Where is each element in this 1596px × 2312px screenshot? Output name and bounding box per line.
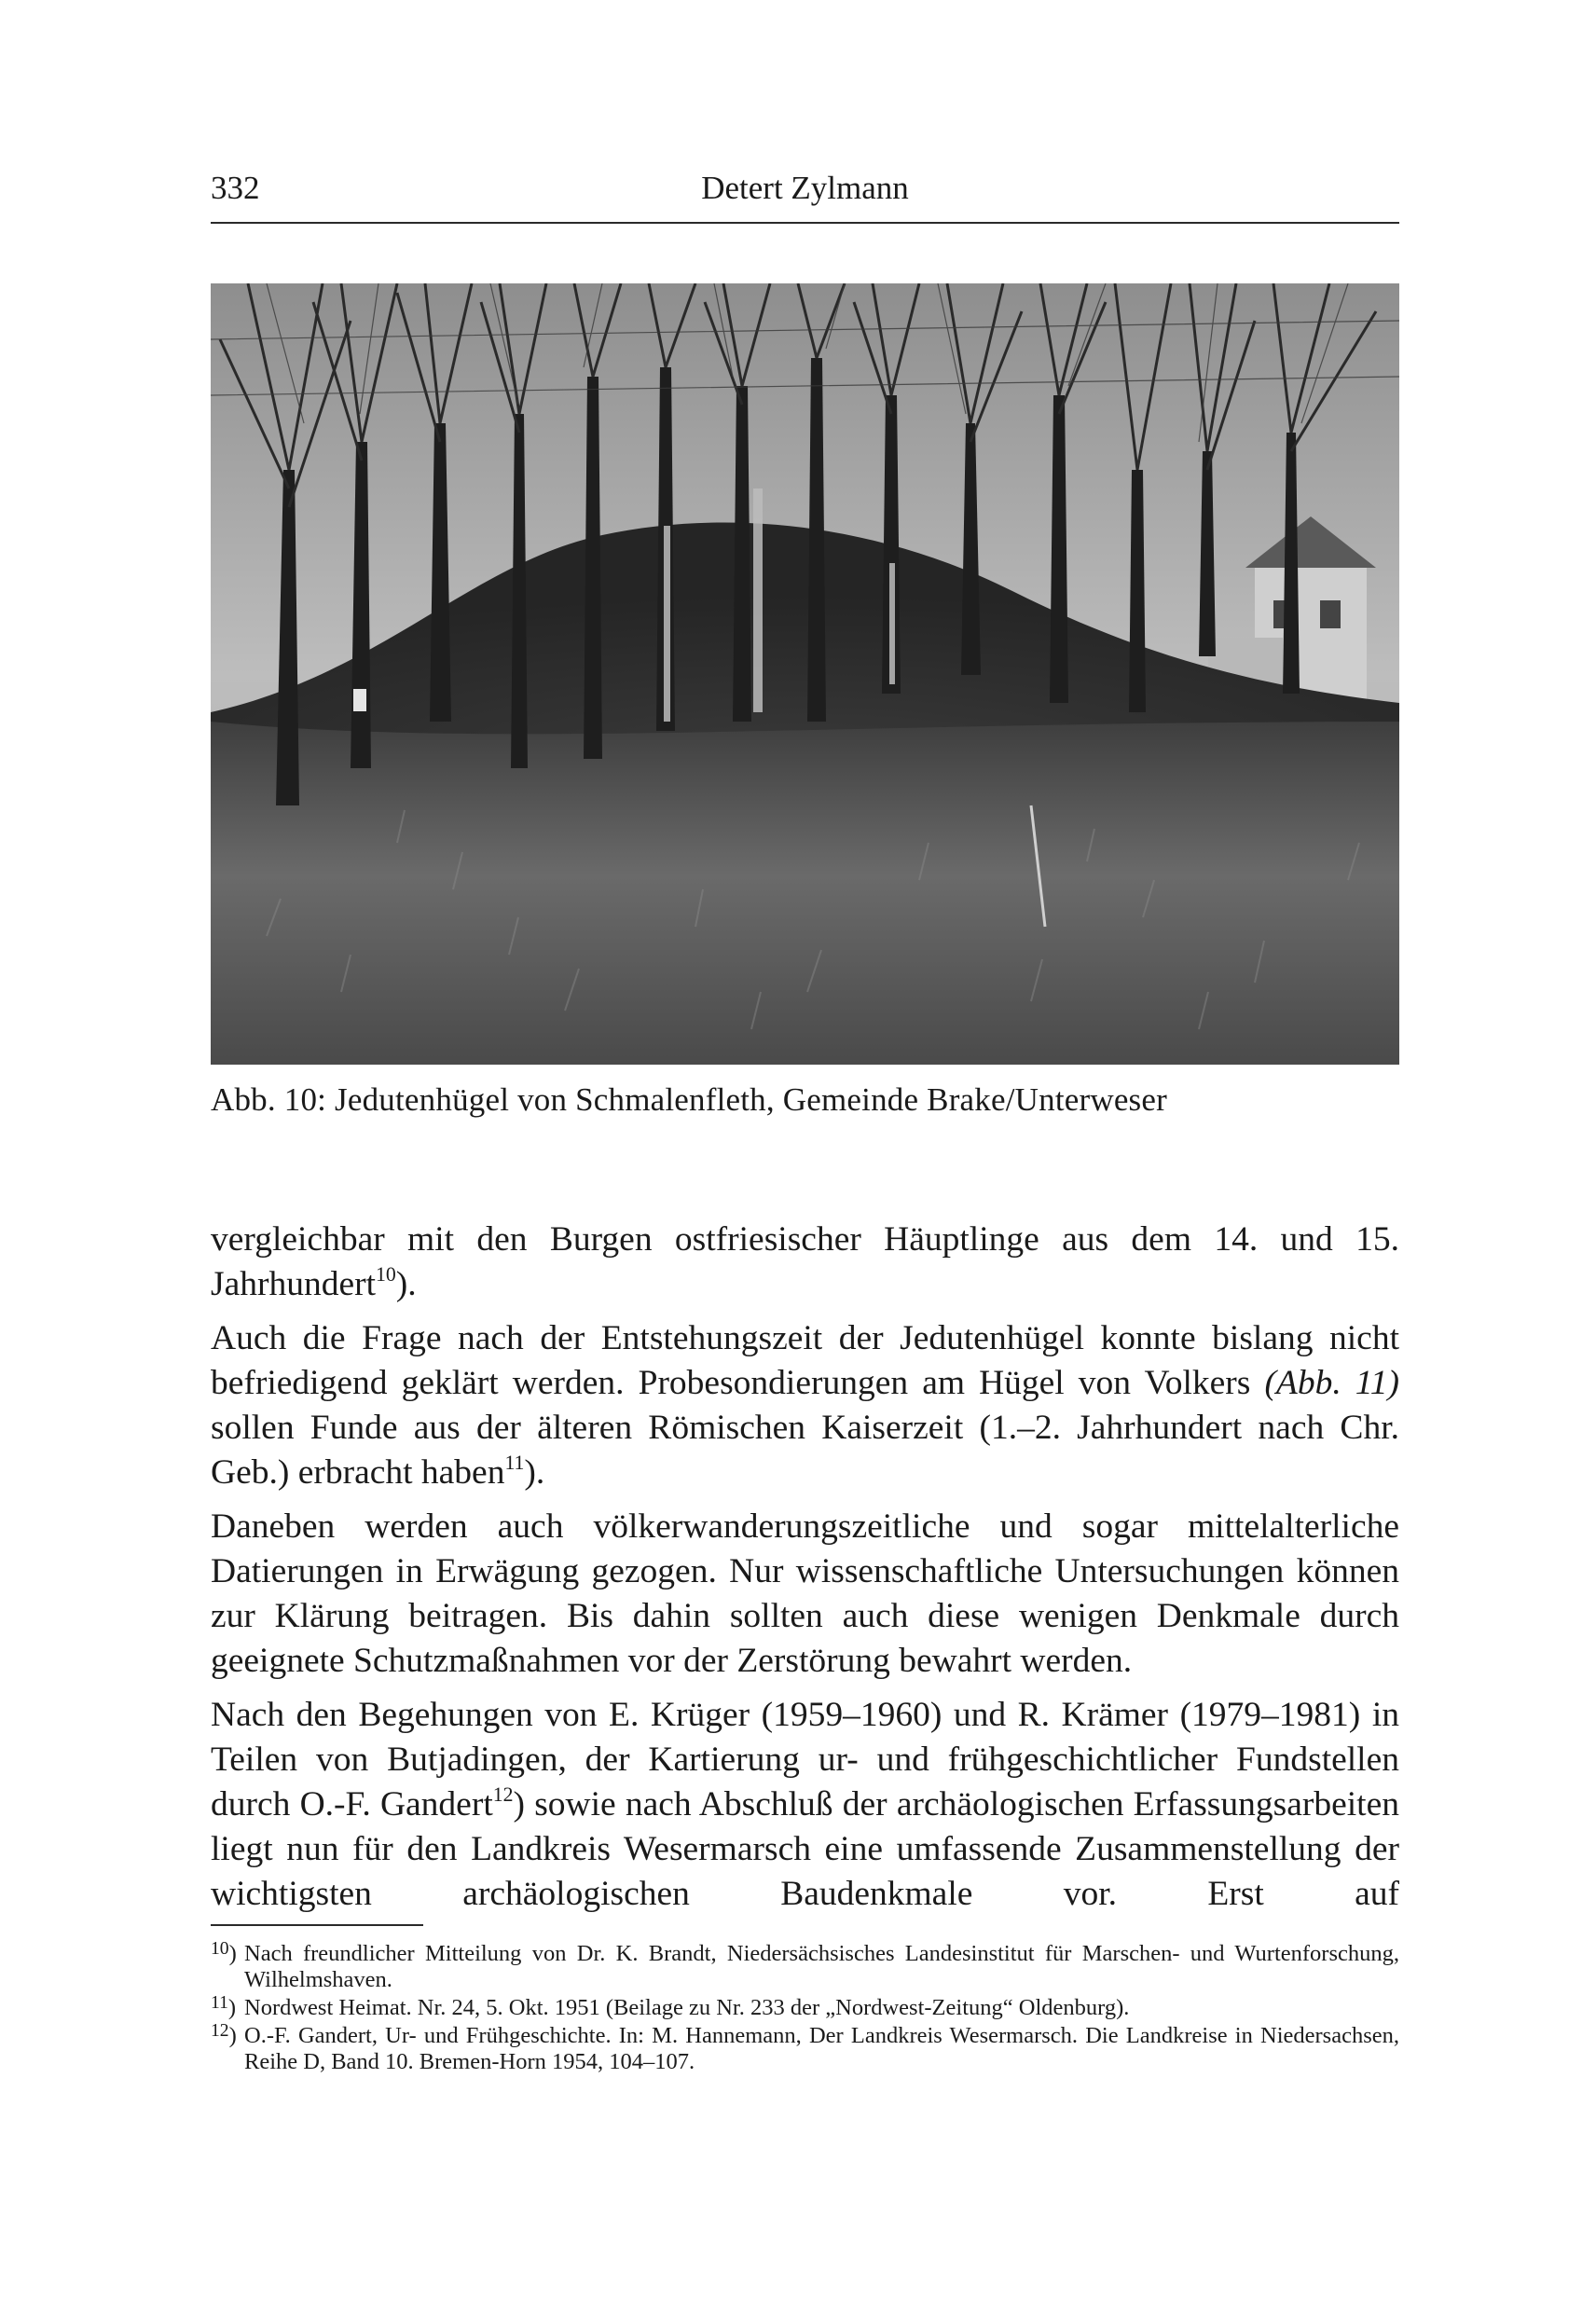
- footnote-ref-11[interactable]: 11: [504, 1451, 525, 1474]
- paragraph-2: Auch die Frage nach der Entstehungszeit der Jedutenhügel konnte bislang nicht befriedigend geklärt werden. Probesondierungen am Hügel von Volkers (Abb. 11) sollen Funde aus der älteren Römischen Kaiserzeit (1.–2. Jahrhundert nach Chr. Geb.) erbracht haben$^{11}$).: [211, 1319, 1399, 1492]
- footnote-marker: $^{11}$): [211, 1993, 237, 2020]
- footnote-11: [211, 1995, 1399, 2021]
- photo-illustration: [211, 283, 1399, 1065]
- header-rule: [211, 222, 1399, 224]
- footnote-text: O.-F. Gandert, Ur- und Frühgeschichte. In: M. Hannemann, Der Landkreis Wesermarsch. Die Landkreise in Niedersachsen, Reihe D, Band 10. Bremen-Horn 1954, 104–107.: [244, 2023, 1399, 2074]
- footnote-rule: [211, 1924, 423, 1926]
- footnote-marker: $^{12}$): [211, 2021, 237, 2048]
- footnote-12: [211, 2023, 1399, 2075]
- footnote-10: [211, 1941, 1399, 1993]
- figure-caption: Abb. 10: Jedutenhügel von Schmalenfleth, Gemeinde Brake/Unterweser: [211, 1081, 1167, 1118]
- footnote-marker: $^{10}$): [211, 1939, 237, 1966]
- paragraph-3: Daneben werden auch völkerwanderungszeitliche und sogar mittelalterliche Datierungen in Erwägung gezogen. Nur wissenschaftliche Untersuchungen können zur Klärung beitragen. Bis dahin sollten auch diese wenigen Denkmale durch geeignete Schutzmaßnahmen vor der Zerstörung bewahrt werden.: [211, 1507, 1399, 1680]
- figure-reference: (Abb. 11): [1264, 1364, 1399, 1402]
- running-head: Detert Zylmann: [701, 170, 909, 206]
- page-number: 332: [211, 170, 260, 206]
- footnote-text: Nordwest Heimat. Nr. 24, 5. Okt. 1951 (Beilage zu Nr. 233 der „Nordwest-Zeitung“ Oldenburg).: [244, 1995, 1130, 2020]
- footnotes: [211, 1941, 1399, 2077]
- footnote-text: Nach freundlicher Mitteilung von Dr. K. Brandt, Niedersächsisches Landesinstitut für Marschen- und Wurtenforschung, Wilhelmshaven.: [244, 1941, 1399, 1992]
- paragraph-1: vergleichbar mit den Burgen ostfriesischer Häuptlinge aus dem 14. und 15. Jahrhundert$^{10}$).: [211, 1220, 1399, 1303]
- footnote-ref-12[interactable]: 12: [492, 1782, 514, 1806]
- body-text: [211, 1218, 1399, 1926]
- paragraph-4: Nach den Begehungen von E. Krüger (1959–1960) und R. Krämer (1979–1981) in Teilen von Butjadingen, der Kartierung ur- und frühgeschichtlicher Fundstellen durch O.-F. Gandert$^{12}$) sowie nach Abschluß der archäologischen Erfassungsarbeiten liegt nun für den Landkreis Wesermarsch eine umfassende Zusammenstellung der wichtigsten archäologischen Baudenkmale vor. Erst auf: [211, 1696, 1399, 1913]
- footnote-ref-10[interactable]: 10: [376, 1262, 396, 1286]
- photo-jedutenhuegel: [211, 283, 1399, 1065]
